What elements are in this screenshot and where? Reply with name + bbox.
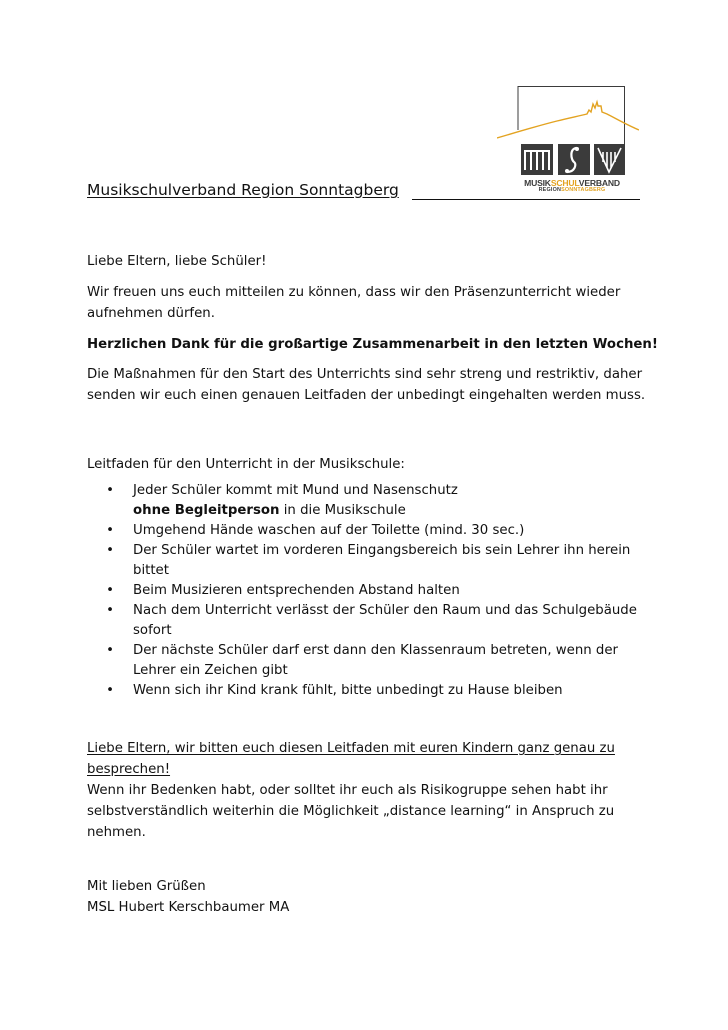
list-item: • Wenn sich ihr Kind krank fühlt, bitte unbedingt zu Hause bleiben: [87, 681, 647, 701]
bullet: •: [106, 643, 114, 658]
concerns-line-1: Wenn ihr Bedenken habt, oder solltet ihr euch als Risikogruppe sehen habt ihr: [87, 783, 608, 798]
list-item: • Umgehend Hände waschen auf der Toilette (mind. 30 sec.): [87, 521, 647, 541]
list-item: • Der nächste Schüler darf erst dann den Klassenraum betreten, wenn der Lehrer ein Zeichen gibt: [87, 641, 647, 681]
measures-line-2: senden wir euch einen genauen Leitfaden der unbedingt eingehalten werden muss.: [87, 388, 646, 403]
guide-list: [87, 481, 647, 701]
bullet: •: [106, 583, 114, 598]
closing-block: [87, 876, 647, 918]
emphasis: ohne Begleitperson: [133, 503, 280, 518]
request-line-1: Liebe Eltern, wir bitten euch diesen Leitfaden mit euren Kindern ganz genau zu: [87, 741, 615, 756]
header-rule: [412, 199, 640, 200]
bullet: •: [106, 483, 114, 498]
bullet: •: [106, 523, 114, 538]
list-item: • Nach dem Unterricht verlässt der Schüler den Raum und das Schulgebäude sofort: [87, 601, 647, 641]
list-item: • Beim Musizieren entsprechenden Abstand halten: [87, 581, 647, 601]
intro-paragraph: [87, 282, 647, 324]
thanks-line: Herzlichen Dank für die großartige Zusammenarbeit in den letzten Wochen!: [87, 337, 658, 352]
request-line-2: besprechen!: [87, 762, 171, 777]
measures-paragraph: [87, 364, 647, 406]
musikschulverband-logo: [497, 86, 639, 200]
closing: Mit lieben Grüßen: [87, 879, 206, 894]
request-paragraph: [87, 738, 647, 843]
list-item: • Jeder Schüler kommt mit Mund und Nasenschutz ohne Begleitperson in die Musikschule: [87, 481, 647, 521]
bullet: •: [106, 543, 114, 558]
organization-title: Musikschulverband Region Sonntagberg: [87, 181, 399, 199]
signature: MSL Hubert Kerschbaumer MA: [87, 900, 290, 915]
measures-line-1: Die Maßnahmen für den Start des Unterrichts sind sehr streng und restriktiv, daher: [87, 367, 643, 382]
list-item: • Der Schüler wartet im vorderen Eingangsbereich bis sein Lehrer ihn herein bittet: [87, 541, 647, 581]
intro-line-2: aufnehmen dürfen.: [87, 306, 215, 321]
bullet: •: [106, 683, 114, 698]
concerns-line-3: nehmen.: [87, 825, 146, 840]
greeting: Liebe Eltern, liebe Schüler!: [87, 254, 267, 269]
logo-subline: REGIONSONNTAGBERG: [538, 187, 606, 193]
logo-wordmark: MUSIKSCHULVERBAND: [524, 178, 620, 188]
concerns-line-2: selbstverständlich weiterhin die Möglichkeit „distance learning“ in Anspruch zu: [87, 804, 615, 819]
bullet: •: [106, 603, 114, 618]
intro-line-1: Wir freuen uns euch mitteilen zu können, dass wir den Präsenzunterricht wieder: [87, 285, 621, 300]
guide-heading: Leitfaden für den Unterricht in der Musikschule:: [87, 457, 405, 472]
